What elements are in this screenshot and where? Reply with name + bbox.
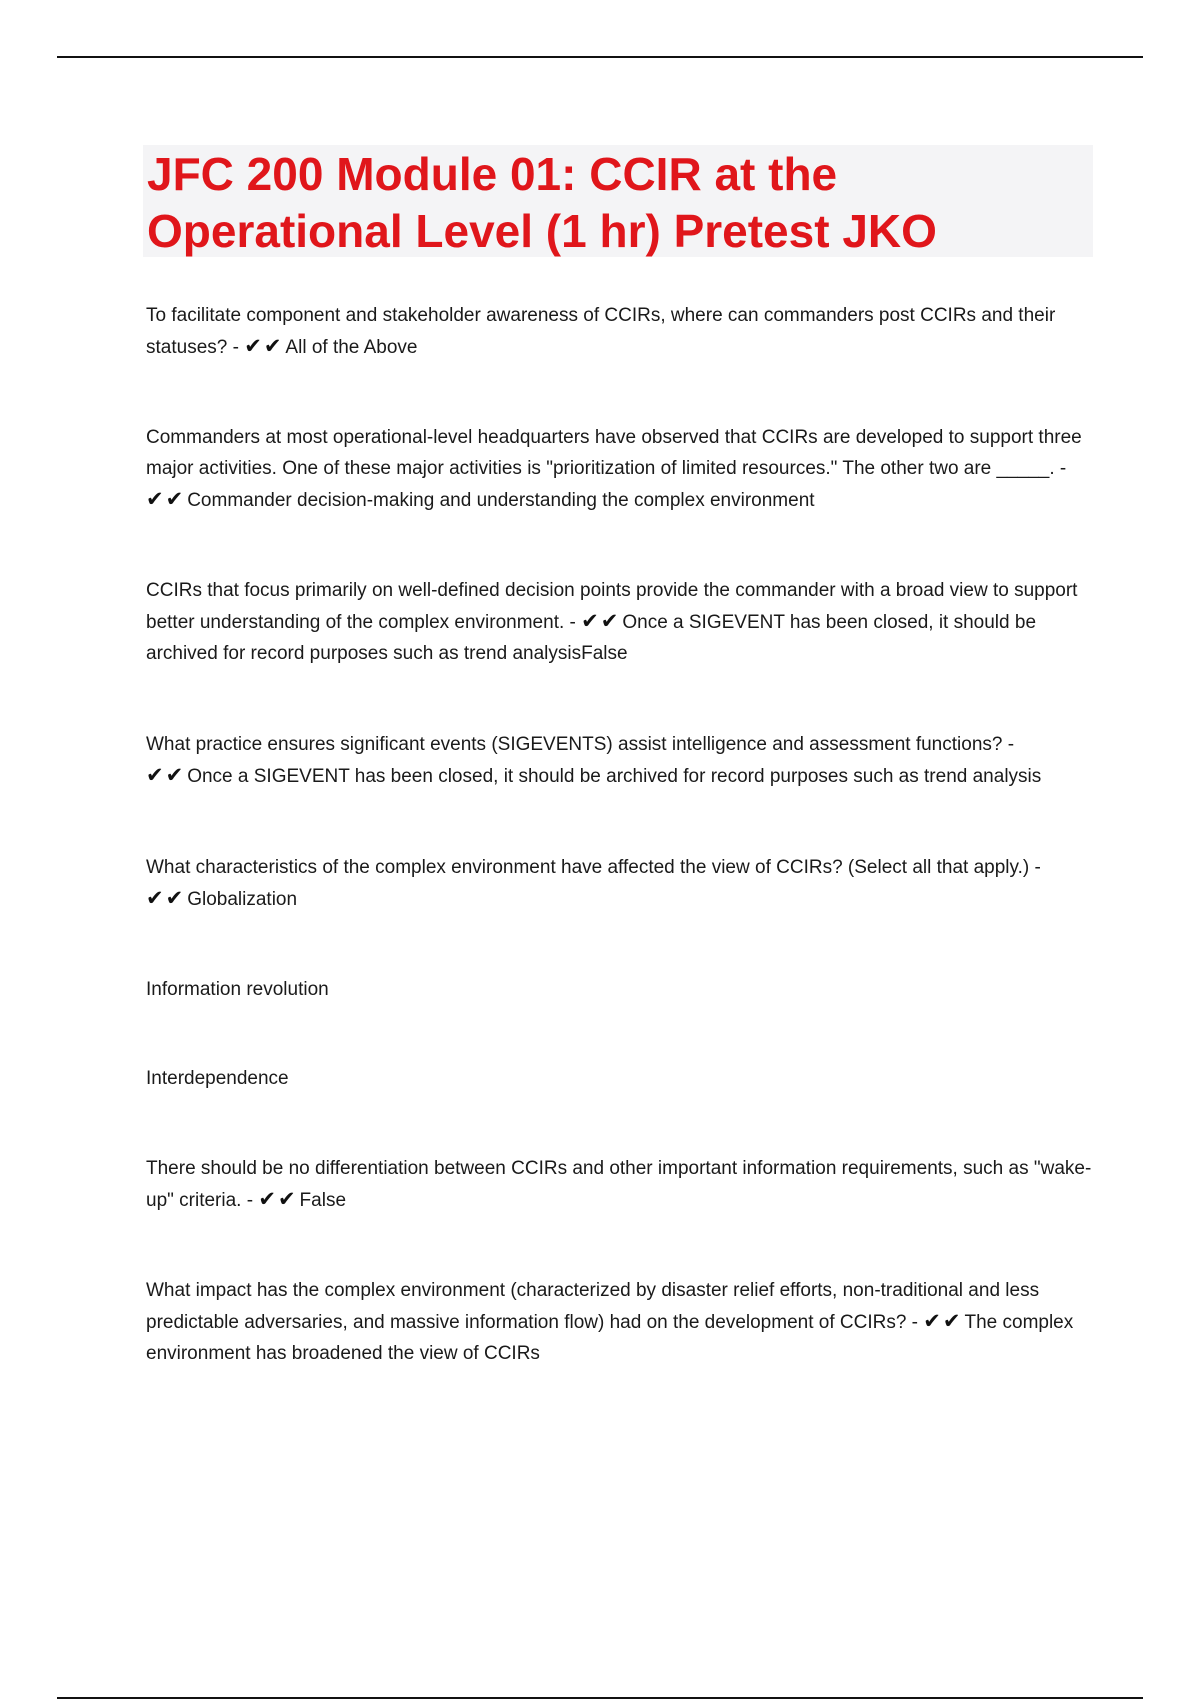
top-rule	[57, 56, 1143, 58]
answer-text: Information revolution	[146, 979, 329, 1000]
qa-item-1	[146, 300, 1096, 363]
checkmark-icon: ✔✔	[581, 609, 621, 633]
checkmark-icon: ✔✔	[146, 886, 186, 910]
answer-text: Once a SIGEVENT has been closed, it should be archived for record purposes such as trend analysisFalse	[146, 612, 1037, 664]
answer-text: All of the Above	[285, 337, 418, 358]
answer-text: Commander decision-making and understanding the complex environment	[187, 490, 815, 511]
qa-item-3	[146, 575, 1096, 669]
answer-text: Once a SIGEVENT has been closed, it should be archived for record purposes such as trend analysis	[187, 766, 1042, 787]
checkmark-icon: ✔✔	[146, 763, 186, 787]
qa-list	[146, 300, 1096, 1369]
qa-item-5	[146, 852, 1096, 915]
question-text: To facilitate component and stakeholder awareness of CCIRs, where can commanders post CCIRs and their statuses? -	[146, 305, 1056, 358]
answer-text: Globalization	[187, 889, 298, 910]
document-title: JFC 200 Module 01: CCIR at the Operational Level (1 hr) Pretest JKO	[147, 148, 937, 257]
qa-item-2	[146, 422, 1096, 516]
answer-text: Interdependence	[146, 1068, 289, 1089]
answer-continuation	[146, 974, 1096, 1005]
question-text: Commanders at most operational-level headquarters have observed that CCIRs are developed to support three major activities. One of these major activities is "prioritization of limited resources." The other two are _____. -	[146, 427, 1082, 479]
qa-item-6	[146, 1153, 1096, 1216]
question-text: What impact has the complex environment (characterized by disaster relief efforts, non-traditional and less predictable adversaries, and massive information flow) had on the development of CCIRs? -	[146, 1280, 1040, 1333]
checkmark-icon: ✔✔	[244, 334, 284, 358]
bottom-rule	[57, 1697, 1143, 1699]
question-text: There should be no differentiation between CCIRs and other important information requirements, such as "wake-up" criteria. -	[146, 1158, 1092, 1211]
question-text: CCIRs that focus primarily on well-defined decision points provide the commander with a broad view to support better understanding of the complex environment. -	[146, 580, 1078, 633]
answer-continuation	[146, 1063, 1096, 1094]
qa-item-7	[146, 1275, 1096, 1369]
question-text: What characteristics of the complex environment have affected the view of CCIRs? (Select all that apply.) -	[146, 857, 1041, 878]
question-text: What practice ensures significant events (SIGEVENTS) assist intelligence and assessment functions? -	[146, 734, 1015, 755]
qa-item-4	[146, 729, 1096, 792]
answer-text: False	[299, 1190, 347, 1211]
answer-text: The complex environment has broadened the view of CCIRs	[146, 1312, 1074, 1364]
checkmark-icon: ✔✔	[923, 1309, 963, 1333]
checkmark-icon: ✔✔	[146, 487, 186, 511]
checkmark-icon: ✔✔	[258, 1187, 298, 1211]
